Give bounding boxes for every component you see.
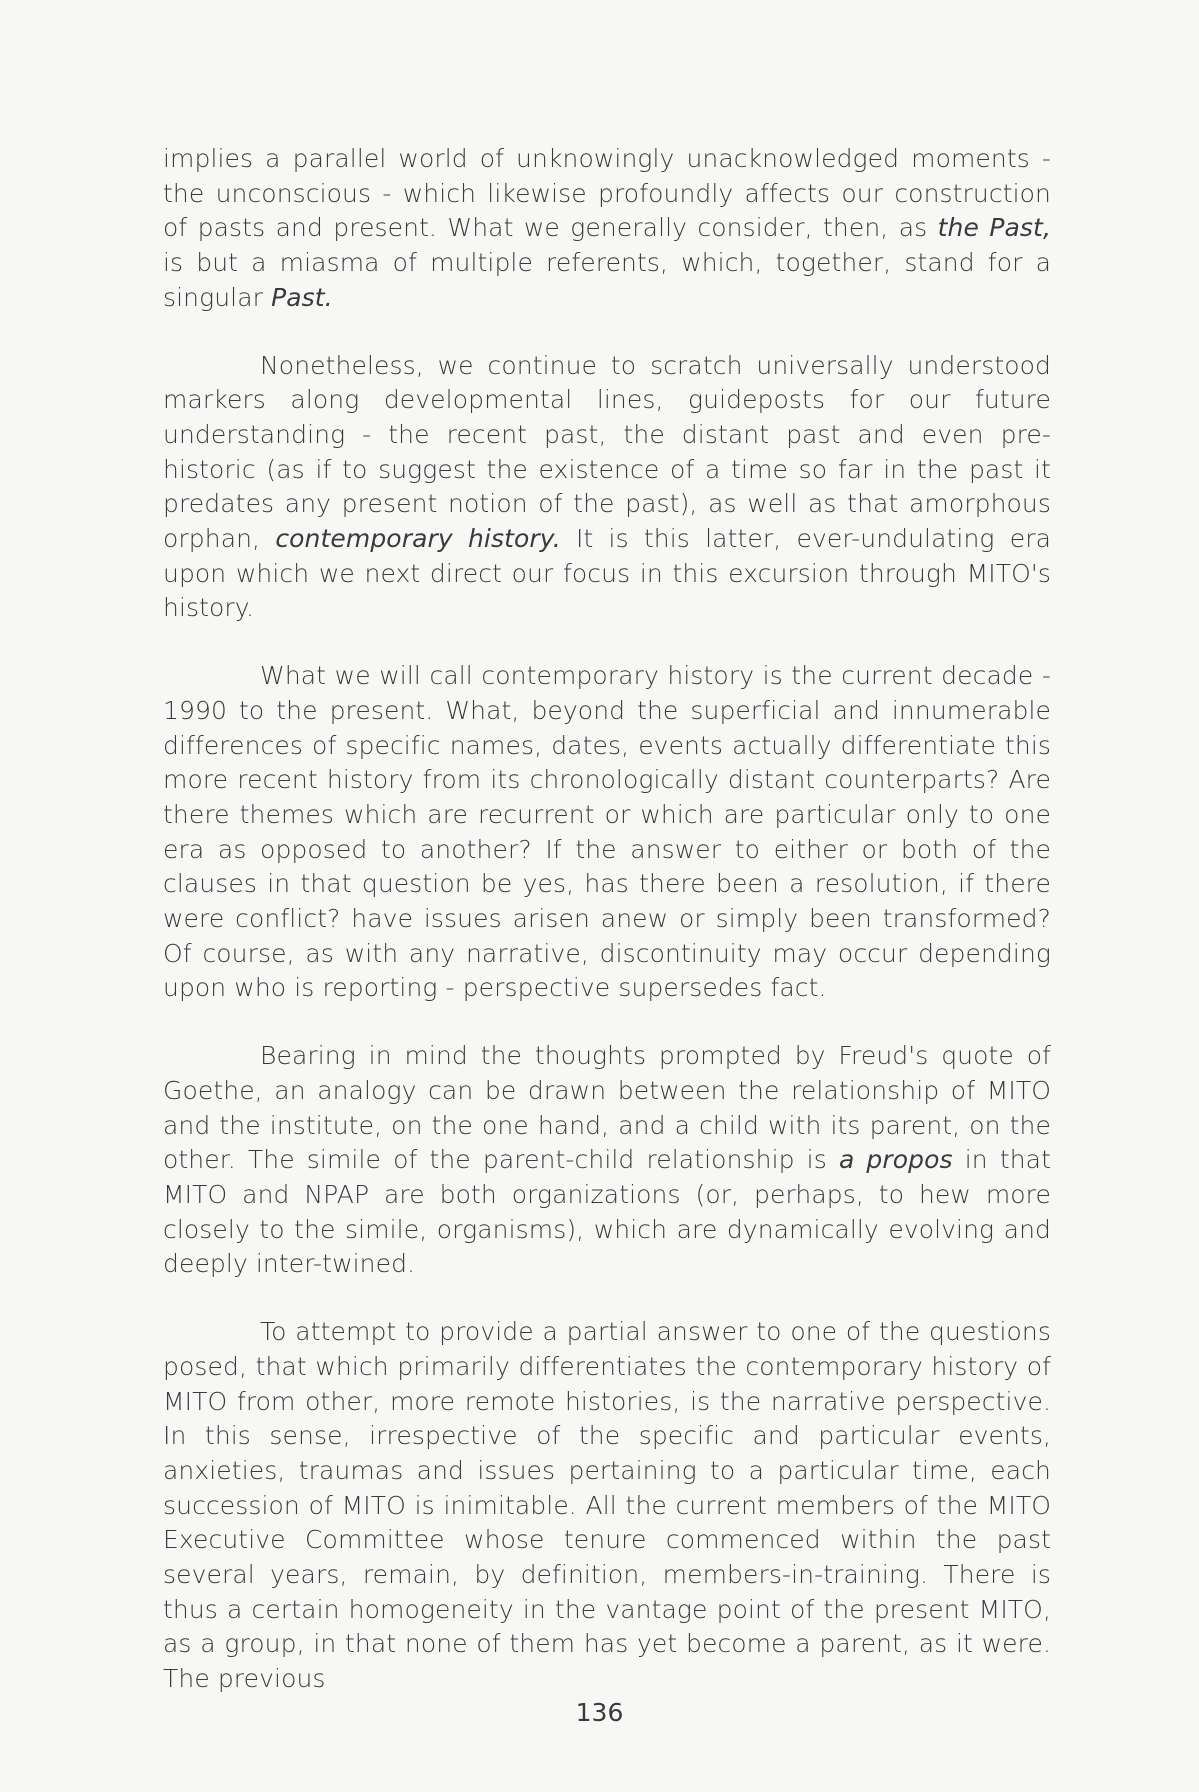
paragraph-text: Nonetheless, we continue to scratch universally understood markers along developmental lines, guideposts for our future understanding - the recent past, the distant past and even pre-historic (as if to suggest the existence of a time so far in the past it predates any present notion of the past), as well as that amorphous orphan, xyxy=(163,350,1051,554)
body-text xyxy=(163,142,1051,1730)
paragraph-text: What we will call contemporary history is the current decade - 1990 to the present. What, beyond the superficial and innumerable differences of specific names, dates, events actually differentiate this more recent history from its chronologically distant counterparts? Are there themes which are recurrent or which are particular only to one era as opposed to another? If the answer to either or both of the clauses in that question be yes, has there been a resolution, if there were conflict? have issues arisen anew or simply been transformed? Of course, as with any narrative, discontinuity may occur depending upon who is reporting - perspective supersedes fact. xyxy=(163,661,1051,1003)
italic-text: contemporary history. xyxy=(275,524,561,554)
page-number: 136 xyxy=(575,1698,624,1727)
paragraph-text: is but a miasma of multiple referents, which, together, stand for a singular xyxy=(163,248,1051,312)
paragraph xyxy=(163,659,1051,1006)
italic-text: a propos xyxy=(838,1145,953,1175)
paragraph-text: To attempt to provide a partial answer to one of the questions posed, that which primarily differentiates the contemporary history of MITO from other, more remote histories, is the narrative perspective. In this sense, irrespective of the specific and particular events, anxieties, traumas and issues pertaining to a particular time, each succession of MITO is inimitable. All the current members of the MITO Executive Committee whose tenure commenced within the past several years, remain, by definition, members-in-training. There is thus a certain homogeneity in the vantage point of the present MITO, as a group, in that none of them has yet become a parent, as it were. The previous xyxy=(163,1317,1051,1694)
paragraph-text: in that MITO and NPAP are both organizations (or, perhaps, to hew more closely to the simile, organisms), which are dynamically evolving and deeply inter-twined. xyxy=(163,1145,1051,1279)
paragraph-text: implies a parallel world of unknowingly unacknowledged moments - the unconscious - which likewise profoundly affects our construction of pasts and present. What we generally consider, then, as xyxy=(163,144,1051,243)
paragraph-text: It is this latter, ever-undulating era upon which we next direct our focus in this excursion through MITO's history. xyxy=(163,524,1051,623)
paragraph xyxy=(163,142,1051,316)
paragraph xyxy=(163,1315,1051,1697)
paragraph xyxy=(163,1039,1051,1282)
italic-text: Past. xyxy=(271,282,333,312)
paragraph xyxy=(163,349,1051,627)
paragraph-text: Bearing in mind the thoughts prompted by Freud's quote of Goethe, an analogy can be drawn between the relationship of MITO and the institute, on the one hand, and a child with its parent, on the other. The simile of the parent-child relationship is xyxy=(163,1041,1051,1175)
italic-text: the Past, xyxy=(937,213,1052,243)
